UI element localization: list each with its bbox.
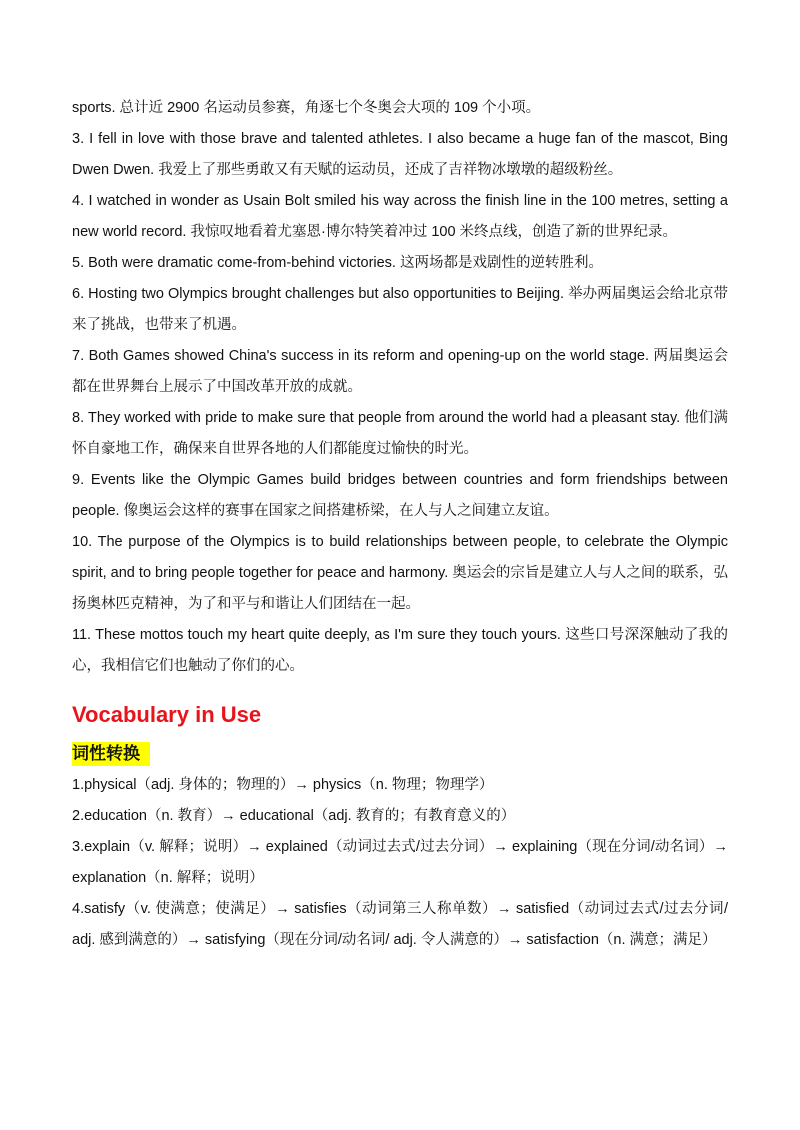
document-page [72,93,728,956]
sentence-5: 5. Both were dramatic come-from-behind victories. 这两场都是戏剧性的逆转胜利。 [72,255,603,271]
sentence-8: 8. They worked with pride to make sure that people from around the world had a pleasant stay. 他们满怀自豪地工作，确保来自世界各地的人们都能度过愉快的时光。 [72,410,728,457]
vocab-item-2: 2.education（n. 教育）→ educational（adj. 教育的；有教育意义的） [72,808,516,824]
sentence-3: 3. I fell in love with those brave and talented athletes. I also became a huge fan of the mascot, Bing Dwen Dwen. 我爱上了那些勇敢又有天赋的运动员，还成了吉祥物冰墩墩的超级粉丝。 [72,131,728,178]
vocab-item-3: 3.explain（v. 解释；说明）→ explained（动词过去式/过去分词）→ explaining（现在分词/动名词）→ explanation（n. 解释；说明） [72,839,728,886]
sentence-4: 4. I watched in wonder as Usain Bolt smiled his way across the finish line in the 100 metres, setting a new world record. 我惊叹地看着尤塞恩·博尔特笑着冲过 100 米终点线，创造了新的世界纪录。 [72,193,728,240]
section-title: Vocabulary in Use [72,702,262,727]
sentence-6: 6. Hosting two Olympics brought challenges but also opportunities to Beijing. 举办两届奥运会给北京带来了挑战，也带来了机遇。 [72,286,728,333]
sentence-7: 7. Both Games showed China's success in its reform and opening-up on the world stage. 两届奥运会都在世界舞台上展示了中国改革开放的成就。 [72,348,728,395]
subsection-title: 词性转换 [72,742,150,766]
vocab-item-4: 4.satisfy（v. 使满意；使满足）→ satisfies（动词第三人称单数）→ satisfied（动词过去式/过去分词/ adj. 感到满意的）→ satisfying（现在分词/动名词/ adj. 令人满意的）→ satisfaction（n. 满意；满足） [72,901,728,948]
sentence-10: 10. The purpose of the Olympics is to build relationships between people, to celebrate the Olympic spirit, and to bring people together for peace and harmony. 奥运会的宗旨是建立人与人之间的联系，弘扬奥林匹克精神，为了和平与和谐让人们团结在一起。 [72,534,728,612]
sentence-11: 11. These mottos touch my heart quite deeply, as I'm sure they touch yours. 这些口号深深触动了我的心，我相信它们也触动了你们的心。 [72,627,728,674]
sentence-line: sports. 总计近 2900 名运动员参赛，角逐七个冬奥会大项的 109 个小项。 [72,100,541,116]
sentence-9: 9. Events like the Olympic Games build bridges between countries and form friendships between people. 像奥运会这样的赛事在国家之间搭建桥梁，在人与人之间建立友谊。 [72,472,728,519]
vocab-item-1: 1.physical（adj. 身体的；物理的）→ physics（n. 物理；物理学） [72,777,494,793]
